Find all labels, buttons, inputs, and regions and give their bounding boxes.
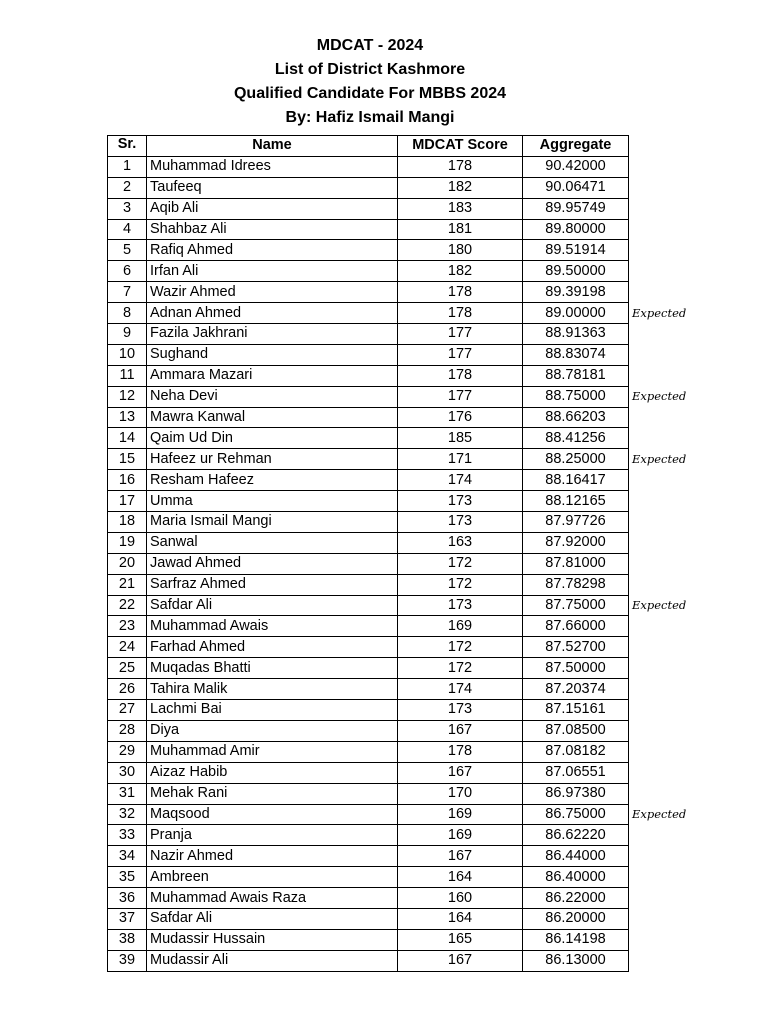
- cell-note: [629, 282, 719, 303]
- cell-note: [629, 177, 719, 198]
- table-row: [108, 386, 719, 407]
- cell-aggregate: 87.52700: [523, 637, 629, 658]
- cell-name: Farhad Ahmed: [147, 637, 398, 658]
- cell-name: Resham Hafeez: [147, 470, 398, 491]
- cell-aggregate: 87.50000: [523, 658, 629, 679]
- cell-name: Mudassir Hussain: [147, 929, 398, 950]
- cell-name: Safdar Ali: [147, 908, 398, 929]
- cell-aggregate: 88.78181: [523, 365, 629, 386]
- cell-note: [629, 825, 719, 846]
- cell-note: [629, 491, 719, 512]
- table-row: [108, 428, 719, 449]
- cell-name: Muhammad Idrees: [147, 156, 398, 177]
- cell-sr: 8: [108, 303, 147, 324]
- cell-aggregate: 90.06471: [523, 177, 629, 198]
- table-row: [108, 553, 719, 574]
- cell-mdcat-score: 173: [398, 512, 523, 533]
- cell-note: [629, 762, 719, 783]
- cell-mdcat-score: 177: [398, 386, 523, 407]
- cell-name: Pranja: [147, 825, 398, 846]
- table-row: [108, 888, 719, 909]
- cell-sr: 5: [108, 240, 147, 261]
- cell-note: [629, 324, 719, 345]
- column-header-name: Name: [147, 136, 398, 157]
- cell-mdcat-score: 167: [398, 720, 523, 741]
- cell-note: [629, 679, 719, 700]
- cell-mdcat-score: 163: [398, 532, 523, 553]
- cell-name: Shahbaz Ali: [147, 219, 398, 240]
- cell-mdcat-score: 181: [398, 219, 523, 240]
- cell-name: Ammara Mazari: [147, 365, 398, 386]
- district-title: List of District Kashmore: [274, 61, 466, 78]
- cell-mdcat-score: 173: [398, 595, 523, 616]
- cell-note: [629, 637, 719, 658]
- cell-note: [629, 532, 719, 553]
- cell-name: Sughand: [147, 344, 398, 365]
- table-row: [108, 867, 719, 888]
- cell-name: Lachmi Bai: [147, 700, 398, 721]
- table-row: [108, 365, 719, 386]
- list-title: Qualified Candidate For MBBS 2024: [233, 85, 507, 102]
- cell-sr: 11: [108, 365, 147, 386]
- cell-aggregate: 89.39198: [523, 282, 629, 303]
- cell-mdcat-score: 178: [398, 282, 523, 303]
- cell-sr: 19: [108, 532, 147, 553]
- cell-sr: 2: [108, 177, 147, 198]
- table-row: [108, 658, 719, 679]
- cell-note: [629, 658, 719, 679]
- table-row: [108, 344, 719, 365]
- cell-mdcat-score: 171: [398, 449, 523, 470]
- cell-name: Wazir Ahmed: [147, 282, 398, 303]
- table-row: [108, 261, 719, 282]
- table-row: [108, 470, 719, 491]
- cell-note: [629, 261, 719, 282]
- cell-name: Muhammad Amir: [147, 741, 398, 762]
- table-row: [108, 324, 719, 345]
- table-row: [108, 679, 719, 700]
- cell-note: [629, 156, 719, 177]
- cell-mdcat-score: 167: [398, 950, 523, 971]
- cell-name: Mawra Kanwal: [147, 407, 398, 428]
- table-row: [108, 700, 719, 721]
- cell-sr: 33: [108, 825, 147, 846]
- cell-sr: 23: [108, 616, 147, 637]
- cell-name: Sarfraz Ahmed: [147, 574, 398, 595]
- cell-sr: 3: [108, 198, 147, 219]
- cell-note: [629, 365, 719, 386]
- cell-aggregate: 86.44000: [523, 846, 629, 867]
- table-row: [108, 616, 719, 637]
- cell-note: Expected: [632, 451, 687, 466]
- cell-mdcat-score: 182: [398, 261, 523, 282]
- cell-name: Neha Devi: [147, 386, 398, 407]
- cell-mdcat-score: 178: [398, 365, 523, 386]
- cell-mdcat-score: 178: [398, 741, 523, 762]
- cell-aggregate: 88.25000: [523, 449, 629, 470]
- cell-aggregate: 87.66000: [523, 616, 629, 637]
- cell-name: Safdar Ali: [147, 595, 398, 616]
- cell-mdcat-score: 185: [398, 428, 523, 449]
- table-row: [108, 219, 719, 240]
- cell-aggregate: 86.20000: [523, 908, 629, 929]
- cell-mdcat-score: 169: [398, 804, 523, 825]
- exam-title: MDCAT - 2024: [316, 37, 424, 54]
- cell-aggregate: 87.97726: [523, 512, 629, 533]
- cell-mdcat-score: 173: [398, 700, 523, 721]
- cell-name: Mehak Rani: [147, 783, 398, 804]
- table-row: [108, 574, 719, 595]
- note-column-spacer: [629, 136, 719, 157]
- cell-aggregate: 87.75000: [523, 595, 629, 616]
- cell-name: Jawad Ahmed: [147, 553, 398, 574]
- cell-note: [629, 219, 719, 240]
- table-row: [108, 282, 719, 303]
- cell-mdcat-score: 172: [398, 574, 523, 595]
- cell-note: Expected: [632, 598, 687, 613]
- cell-sr: 1: [108, 156, 147, 177]
- table-row: [108, 449, 719, 470]
- cell-sr: 39: [108, 950, 147, 971]
- cell-aggregate: 88.41256: [523, 428, 629, 449]
- cell-name: Mudassir Ali: [147, 950, 398, 971]
- cell-sr: 7: [108, 282, 147, 303]
- table-row: [108, 595, 719, 616]
- table-row: [108, 491, 719, 512]
- table-row: [108, 156, 719, 177]
- cell-name: Adnan Ahmed: [147, 303, 398, 324]
- cell-name: Aizaz Habib: [147, 762, 398, 783]
- cell-note: [629, 616, 719, 637]
- cell-note: [629, 574, 719, 595]
- cell-sr: 20: [108, 553, 147, 574]
- cell-mdcat-score: 172: [398, 553, 523, 574]
- cell-note: [629, 344, 719, 365]
- cell-mdcat-score: 177: [398, 344, 523, 365]
- cell-sr: 29: [108, 741, 147, 762]
- cell-aggregate: 87.20374: [523, 679, 629, 700]
- cell-name: Tahira Malik: [147, 679, 398, 700]
- cell-mdcat-score: 183: [398, 198, 523, 219]
- cell-note: Expected: [632, 389, 687, 404]
- cell-note: Expected: [632, 305, 687, 320]
- cell-note: [629, 700, 719, 721]
- table-row: [108, 783, 719, 804]
- cell-mdcat-score: 182: [398, 177, 523, 198]
- column-header-aggregate: Aggregate: [523, 136, 629, 157]
- cell-aggregate: 87.15161: [523, 700, 629, 721]
- cell-note: [629, 741, 719, 762]
- cell-mdcat-score: 178: [398, 156, 523, 177]
- cell-aggregate: 86.40000: [523, 867, 629, 888]
- cell-name: Nazir Ahmed: [147, 846, 398, 867]
- table-row: [108, 720, 719, 741]
- cell-note: [629, 929, 719, 950]
- table-row: [108, 825, 719, 846]
- cell-sr: 26: [108, 679, 147, 700]
- table-row: [108, 637, 719, 658]
- cell-sr: 38: [108, 929, 147, 950]
- cell-mdcat-score: 164: [398, 867, 523, 888]
- table-row: [108, 929, 719, 950]
- cell-sr: 24: [108, 637, 147, 658]
- cell-aggregate: 88.66203: [523, 407, 629, 428]
- cell-sr: 32: [108, 804, 147, 825]
- cell-note: [629, 407, 719, 428]
- cell-sr: 31: [108, 783, 147, 804]
- cell-aggregate: 89.00000: [523, 303, 629, 324]
- cell-name: Irfan Ali: [147, 261, 398, 282]
- cell-note: Expected: [632, 806, 687, 821]
- cell-sr: 14: [108, 428, 147, 449]
- cell-note: [629, 908, 719, 929]
- cell-aggregate: 88.75000: [523, 386, 629, 407]
- cell-mdcat-score: 180: [398, 240, 523, 261]
- cell-aggregate: 88.16417: [523, 470, 629, 491]
- table-row: [108, 908, 719, 929]
- cell-aggregate: 88.12165: [523, 491, 629, 512]
- cell-note: [629, 553, 719, 574]
- cell-name: Taufeeq: [147, 177, 398, 198]
- cell-mdcat-score: 169: [398, 825, 523, 846]
- cell-name: Rafiq Ahmed: [147, 240, 398, 261]
- cell-name: Sanwal: [147, 532, 398, 553]
- cell-sr: 25: [108, 658, 147, 679]
- cell-mdcat-score: 170: [398, 783, 523, 804]
- cell-sr: 16: [108, 470, 147, 491]
- cell-aggregate: 88.91363: [523, 324, 629, 345]
- cell-mdcat-score: 177: [398, 324, 523, 345]
- cell-sr: 34: [108, 846, 147, 867]
- column-header-score: MDCAT Score: [398, 136, 523, 157]
- cell-aggregate: 87.08182: [523, 741, 629, 762]
- cell-sr: 12: [108, 386, 147, 407]
- cell-sr: 28: [108, 720, 147, 741]
- table-row: [108, 741, 719, 762]
- table-row: [108, 407, 719, 428]
- cell-mdcat-score: 160: [398, 888, 523, 909]
- cell-aggregate: 88.83074: [523, 344, 629, 365]
- cell-note: [629, 950, 719, 971]
- table-row: [108, 846, 719, 867]
- cell-sr: 21: [108, 574, 147, 595]
- cell-sr: 30: [108, 762, 147, 783]
- cell-sr: 17: [108, 491, 147, 512]
- cell-sr: 36: [108, 888, 147, 909]
- cell-aggregate: 87.08500: [523, 720, 629, 741]
- table-header-row: [108, 136, 719, 157]
- cell-name: Hafeez ur Rehman: [147, 449, 398, 470]
- cell-aggregate: 87.78298: [523, 574, 629, 595]
- cell-aggregate: 87.92000: [523, 532, 629, 553]
- cell-aggregate: 87.81000: [523, 553, 629, 574]
- cell-mdcat-score: 169: [398, 616, 523, 637]
- table-row: [108, 177, 719, 198]
- cell-sr: 37: [108, 908, 147, 929]
- cell-mdcat-score: 174: [398, 470, 523, 491]
- column-header-sr: Sr.: [108, 136, 147, 157]
- cell-mdcat-score: 164: [398, 908, 523, 929]
- cell-name: Qaim Ud Din: [147, 428, 398, 449]
- author-line: By: Hafiz Ismail Mangi: [285, 109, 455, 126]
- cell-note: [629, 512, 719, 533]
- table-row: [108, 762, 719, 783]
- cell-sr: 18: [108, 512, 147, 533]
- cell-note: [629, 240, 719, 261]
- cell-sr: 15: [108, 449, 147, 470]
- cell-mdcat-score: 172: [398, 658, 523, 679]
- cell-aggregate: 87.06551: [523, 762, 629, 783]
- cell-aggregate: 86.97380: [523, 783, 629, 804]
- cell-name: Muhammad Awais: [147, 616, 398, 637]
- table-row: [108, 198, 719, 219]
- cell-mdcat-score: 167: [398, 846, 523, 867]
- cell-mdcat-score: 173: [398, 491, 523, 512]
- cell-note: [629, 470, 719, 491]
- cell-name: Muqadas Bhatti: [147, 658, 398, 679]
- cell-sr: 4: [108, 219, 147, 240]
- cell-note: [629, 783, 719, 804]
- cell-mdcat-score: 176: [398, 407, 523, 428]
- cell-mdcat-score: 165: [398, 929, 523, 950]
- table-row: [108, 303, 719, 324]
- cell-aggregate: 86.62220: [523, 825, 629, 846]
- cell-sr: 9: [108, 324, 147, 345]
- cell-aggregate: 89.51914: [523, 240, 629, 261]
- cell-aggregate: 86.14198: [523, 929, 629, 950]
- cell-note: [629, 888, 719, 909]
- cell-name: Muhammad Awais Raza: [147, 888, 398, 909]
- cell-aggregate: 86.22000: [523, 888, 629, 909]
- table-row: [108, 532, 719, 553]
- table-row: [108, 512, 719, 533]
- cell-name: Ambreen: [147, 867, 398, 888]
- cell-mdcat-score: 178: [398, 303, 523, 324]
- cell-sr: 35: [108, 867, 147, 888]
- table-row: [108, 950, 719, 971]
- cell-name: Umma: [147, 491, 398, 512]
- document-header: [0, 34, 740, 130]
- cell-name: Aqib Ali: [147, 198, 398, 219]
- cell-name: Fazila Jakhrani: [147, 324, 398, 345]
- candidates-table: [107, 135, 719, 972]
- cell-aggregate: 89.80000: [523, 219, 629, 240]
- cell-mdcat-score: 172: [398, 637, 523, 658]
- cell-sr: 27: [108, 700, 147, 721]
- cell-mdcat-score: 174: [398, 679, 523, 700]
- cell-note: [629, 846, 719, 867]
- cell-aggregate: 86.75000: [523, 804, 629, 825]
- table-row: [108, 240, 719, 261]
- cell-aggregate: 86.13000: [523, 950, 629, 971]
- cell-sr: 13: [108, 407, 147, 428]
- cell-aggregate: 89.50000: [523, 261, 629, 282]
- cell-note: [629, 198, 719, 219]
- cell-aggregate: 90.42000: [523, 156, 629, 177]
- cell-mdcat-score: 167: [398, 762, 523, 783]
- cell-note: [629, 867, 719, 888]
- cell-aggregate: 89.95749: [523, 198, 629, 219]
- cell-note: [629, 720, 719, 741]
- cell-name: Maqsood: [147, 804, 398, 825]
- cell-name: Maria Ismail Mangi: [147, 512, 398, 533]
- cell-sr: 6: [108, 261, 147, 282]
- table-body: [108, 156, 719, 971]
- cell-name: Diya: [147, 720, 398, 741]
- cell-sr: 22: [108, 595, 147, 616]
- table-row: [108, 804, 719, 825]
- cell-note: [629, 428, 719, 449]
- cell-sr: 10: [108, 344, 147, 365]
